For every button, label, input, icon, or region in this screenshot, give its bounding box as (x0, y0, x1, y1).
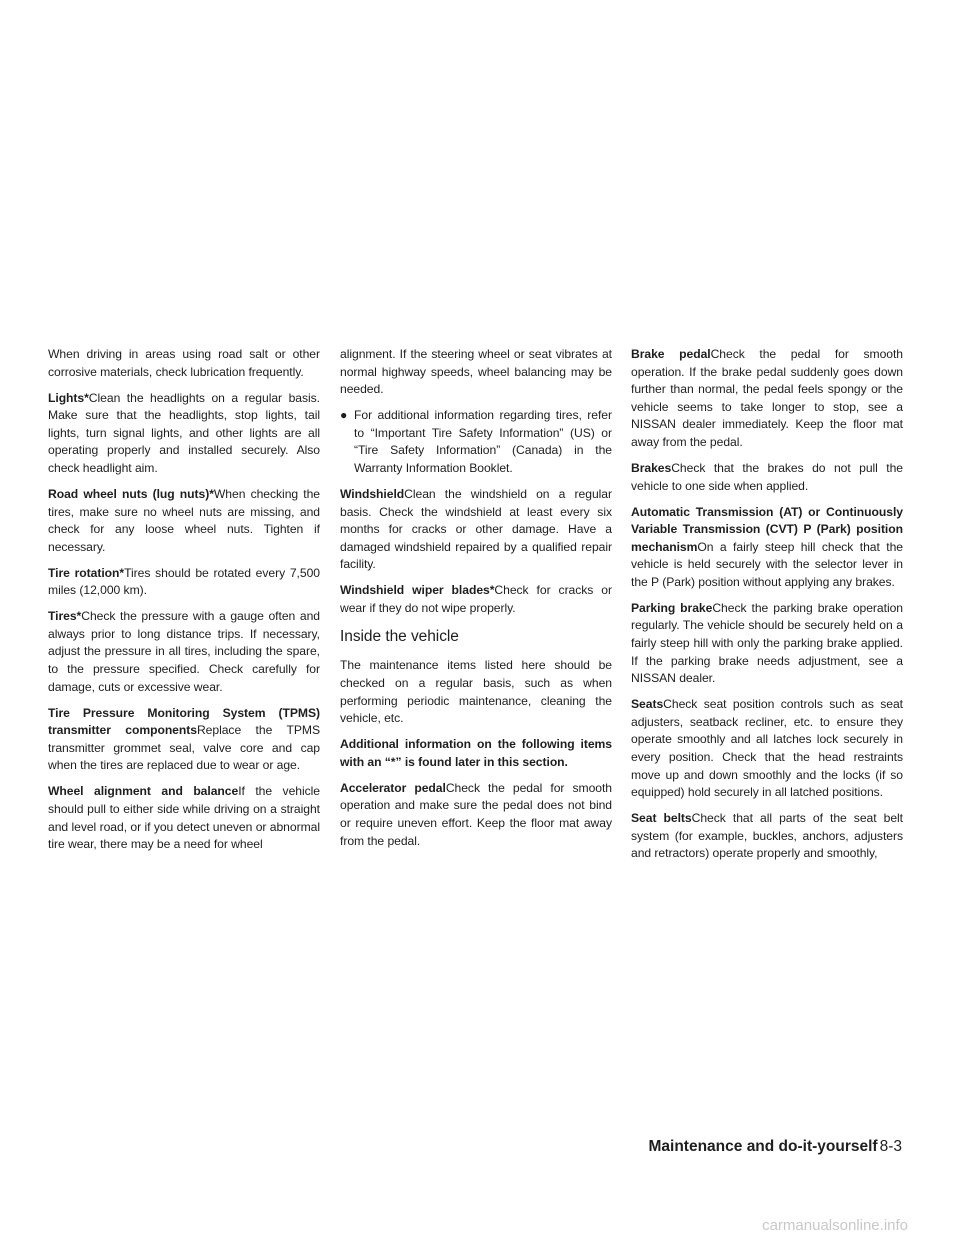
section-intro: The maintenance items listed here should be checked on a regular basis, such as when performing periodic maintenance, cleaning the vehicle, etc. (340, 658, 612, 726)
item-tires (48, 608, 320, 696)
item-park-mechanism (631, 504, 903, 592)
item-text: Check that the brakes do not pull the vehicle to one side when applied. (631, 460, 903, 493)
item-text: Check that all parts of the seat belt system (for example, buckles, anchors, adjusters and retractors) operate properly and smoothly, (631, 811, 904, 861)
column-2 (340, 346, 612, 859)
footer-section-title: Maintenance and do-it-yourself (648, 1138, 878, 1155)
page-footer (649, 1138, 903, 1156)
item-term: Windshield (340, 486, 405, 501)
footer-page-number: 8-3 (879, 1138, 902, 1155)
item-term: Wheel alignment and balance (48, 784, 239, 799)
column-3 (631, 346, 903, 871)
item-road-wheel-nuts (48, 486, 320, 556)
item-accelerator-pedal (340, 780, 612, 850)
item-text: Check the parking brake operation regularly. The vehicle should be securely held on a fairly steep hill with only the parking brake applied. If the parking brake needs adjustment, see a NISSAN dealer. (631, 600, 904, 686)
item-text: Check for cracks or wear if they do not wipe properly. (340, 583, 612, 615)
continuation-paragraph: alignment. If the steering wheel or seat vibrates at normal highway speeds, wheel balancing may be needed. (340, 347, 612, 397)
item-lights (48, 390, 320, 478)
bold-note: Additional information on the following items with an “*” is found later in this section. (340, 737, 612, 769)
item-term: Road wheel nuts (lug nuts)* (48, 486, 214, 501)
item-term: Seats (631, 697, 664, 712)
item-seats (631, 696, 903, 802)
item-text: When checking the tires, make sure no wheel nuts are missing, and check for any loose wheel nuts. Tighten if necessary. (48, 486, 320, 554)
item-text: Check the pressure with a gauge often and always prior to long distance trips. If necessary, adjust the pressure in all tires, including the spare, to the pressure specified. Check carefully for damage, cuts or excessive wear. (48, 609, 320, 694)
item-term: Lights* (48, 390, 89, 405)
item-seat-belts (631, 810, 903, 863)
item-tpms (48, 705, 320, 775)
item-tire-rotation (48, 565, 320, 600)
section-heading: Inside the vehicle (340, 628, 459, 646)
bullet-text: For additional information regarding tires, refer to “Important Tire Safety Information” (US) or “Tire Safety Information” (Canada) in the Warranty Information Booklet. (354, 408, 612, 475)
item-text: If the vehicle should pull to either side while driving on a straight and level road, or if you detect uneven or abnormal tire wear, there may be a need for wheel (48, 784, 320, 852)
item-text: Clean the windshield on a regular basis. Check the windshield at least every six months for cracks or other damage. Have a damaged windshield repaired by a qualified repair facility. (340, 486, 612, 572)
item-term: Tires* (48, 609, 82, 624)
item-brake-pedal (631, 346, 903, 452)
item-text: Clean the headlights on a regular basis. Make sure that the headlights, stop lights, tail lights, turn signal lights, and other lights are all operating properly and installed securely. Also check headlight aim. (48, 390, 320, 475)
bullet-icon: ● (340, 408, 348, 423)
item-term: Seat belts (631, 811, 692, 826)
item-text: Check the pedal for smooth operation and make sure the pedal does not bind or require uneven effort. Keep the floor mat away from the pedal. (340, 780, 613, 848)
item-text: Check seat position controls such as seat adjusters, seatback recliner, etc. to ensure they operate smoothly and all latches lock securely in every position. Check that the head restraints move up and down smoothly and the locks (if so equipped) hold securely in all latched positions. (631, 697, 903, 800)
item-term: Brakes (631, 460, 672, 475)
item-wheel-alignment (48, 783, 320, 853)
item-parking-brake (631, 600, 903, 688)
item-term: Automatic Transmission (AT) or Continuously Variable Transmission (CVT) P (Park) position mechanism (631, 504, 903, 554)
item-windshield (340, 486, 612, 574)
item-text: Check the pedal for smooth operation. If the brake pedal suddenly goes down further than normal, the pedal feels spongy or the vehicle seems to take longer to stop, see a NISSAN dealer immediately. Keep the floor mat away from the pedal. (631, 347, 903, 449)
column-1 (48, 346, 320, 862)
item-text: Replace the TPMS transmitter grommet seal, valve core and cap when the tires are replaced due to wear or age. (48, 723, 320, 773)
item-term: Tire rotation* (48, 565, 125, 580)
item-wiper-blades (340, 582, 612, 617)
item-term: Brake pedal (631, 347, 711, 361)
item-term: Tire Pressure Monitoring System (TPMS) transmitter components (48, 705, 320, 738)
item-term: Parking brake (631, 600, 713, 615)
bullet-item (340, 407, 612, 477)
item-term: Accelerator pedal (340, 780, 446, 795)
watermark-text: carmanualsonline.info (762, 1217, 908, 1234)
item-text: On a fairly steep hill check that the vehicle is held securely with the selector lever in the P (Park) position without applying any brakes. (631, 539, 903, 589)
item-brakes (631, 460, 903, 495)
item-text: Tires should be rotated every 7,500 miles (12,000 km). (48, 565, 320, 598)
intro-paragraph: When driving in areas using road salt or other corrosive materials, check lubrication frequently. (48, 347, 320, 379)
item-term: Windshield wiper blades* (340, 583, 495, 598)
